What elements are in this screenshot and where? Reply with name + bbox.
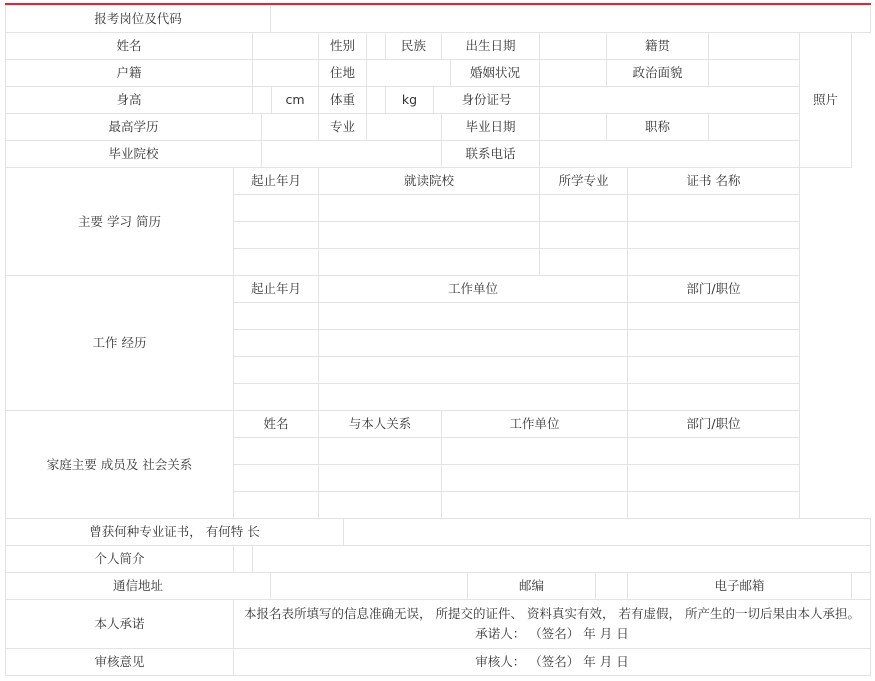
label-residence: 住地: [318, 59, 367, 87]
label-ethnicity: 民族: [385, 32, 442, 60]
work-cell[interactable]: [318, 383, 628, 411]
study-header-major: 所学专业: [539, 167, 628, 195]
work-header-period: 起止年月: [233, 275, 319, 303]
study-header-period: 起止年月: [233, 167, 319, 195]
study-cell[interactable]: [233, 248, 319, 276]
study-cell[interactable]: [318, 194, 540, 222]
label-school: 毕业院校: [5, 140, 262, 168]
family-section-label: 家庭主要 成员及 社会关系: [5, 410, 234, 519]
family-cell[interactable]: [318, 464, 442, 492]
study-cell[interactable]: [318, 248, 540, 276]
study-section-label: 主要 学习 简历: [5, 167, 234, 276]
work-cell[interactable]: [233, 356, 319, 384]
family-header-name: 姓名: [233, 410, 319, 438]
input-intro-small[interactable]: [233, 545, 253, 573]
input-intro[interactable]: [252, 545, 871, 573]
pledge-text: 本报名表所填写的信息准确无误， 所提交的证件、 资料真实有效， 若有虚假， 所产生的一切后果由本人承担。 承诺人： （签名） 年 月 日: [233, 599, 871, 649]
family-cell[interactable]: [441, 464, 628, 492]
label-email: 电子邮箱: [627, 572, 852, 600]
work-cell[interactable]: [627, 302, 800, 330]
work-cell[interactable]: [233, 302, 319, 330]
family-header-relation: 与本人关系: [318, 410, 442, 438]
input-school[interactable]: [261, 140, 442, 168]
review-text: 审核人： （签名） 年 月 日: [233, 648, 871, 676]
family-cell[interactable]: [233, 491, 319, 519]
work-cell[interactable]: [318, 329, 628, 357]
work-cell[interactable]: [233, 329, 319, 357]
input-hukou[interactable]: [252, 59, 319, 87]
study-cell[interactable]: [318, 221, 540, 249]
label-address: 通信地址: [5, 572, 271, 600]
work-cell[interactable]: [627, 356, 800, 384]
family-cell[interactable]: [318, 491, 442, 519]
work-cell[interactable]: [627, 329, 800, 357]
study-cell[interactable]: [539, 248, 628, 276]
label-name: 姓名: [5, 32, 253, 60]
label-postcode: 邮编: [467, 572, 596, 600]
family-cell[interactable]: [441, 491, 628, 519]
work-cell[interactable]: [627, 383, 800, 411]
study-cell[interactable]: [627, 194, 800, 222]
label-graduation-date: 毕业日期: [441, 113, 540, 141]
study-cell[interactable]: [627, 248, 800, 276]
work-header-dept: 部门/职位: [627, 275, 800, 303]
label-political-status: 政治面貌: [606, 59, 709, 87]
family-cell[interactable]: [627, 437, 800, 465]
label-major: 专业: [318, 113, 367, 141]
family-cell[interactable]: [627, 491, 800, 519]
label-hukou: 户籍: [5, 59, 253, 87]
study-cell[interactable]: [539, 194, 628, 222]
label-phone: 联系电话: [441, 140, 540, 168]
work-cell[interactable]: [233, 383, 319, 411]
work-cell[interactable]: [318, 302, 628, 330]
label-weight: 体重: [318, 86, 367, 114]
photo-box[interactable]: 照片: [799, 32, 852, 168]
input-address[interactable]: [270, 572, 468, 600]
label-pledge: 本人承诺: [5, 599, 234, 649]
label-height: 身高: [5, 86, 253, 114]
work-cell[interactable]: [318, 356, 628, 384]
input-major[interactable]: [366, 113, 442, 141]
input-id-number[interactable]: [539, 86, 800, 114]
input-residence[interactable]: [366, 59, 451, 87]
family-cell[interactable]: [233, 464, 319, 492]
label-id-number: 身份证号: [433, 86, 540, 114]
study-cell[interactable]: [233, 194, 319, 222]
family-cell[interactable]: [441, 437, 628, 465]
input-birth-date[interactable]: [539, 32, 607, 60]
label-title: 职称: [606, 113, 709, 141]
input-marital-status[interactable]: [539, 59, 607, 87]
input-education[interactable]: [261, 113, 319, 141]
family-header-dept: 部门/职位: [627, 410, 800, 438]
label-position: 报考岗位及代码: [5, 5, 271, 33]
label-gender: 性别: [318, 32, 367, 60]
unit-cm: cm: [271, 86, 319, 114]
study-header-school: 就读院校: [318, 167, 540, 195]
input-gender[interactable]: [366, 32, 386, 60]
input-height[interactable]: [252, 86, 272, 114]
label-certificates: 曾获何种专业证书， 有何特 长: [5, 518, 344, 546]
input-political-status[interactable]: [708, 59, 800, 87]
unit-kg: kg: [385, 86, 434, 114]
input-postcode[interactable]: [595, 572, 628, 600]
label-review: 审核意见: [5, 648, 234, 676]
study-cell[interactable]: [233, 221, 319, 249]
input-name[interactable]: [252, 32, 319, 60]
family-cell[interactable]: [233, 437, 319, 465]
input-certificates[interactable]: [343, 518, 871, 546]
work-section-label: 工作 经历: [5, 275, 234, 411]
input-graduation-date[interactable]: [539, 113, 607, 141]
family-cell[interactable]: [318, 437, 442, 465]
label-birth-date: 出生日期: [441, 32, 540, 60]
input-position[interactable]: [270, 5, 871, 33]
study-cell[interactable]: [539, 221, 628, 249]
study-cell[interactable]: [627, 221, 800, 249]
input-weight[interactable]: [366, 86, 386, 114]
input-phone[interactable]: [539, 140, 800, 168]
label-origin: 籍贯: [606, 32, 709, 60]
label-education: 最高学历: [5, 113, 262, 141]
input-email[interactable]: [851, 572, 871, 600]
family-header-unit: 工作单位: [441, 410, 628, 438]
label-marital-status: 婚姻状况: [450, 59, 540, 87]
work-header-unit: 工作单位: [318, 275, 628, 303]
input-origin[interactable]: [708, 32, 800, 60]
label-intro: 个人简介: [5, 545, 234, 573]
input-title[interactable]: [708, 113, 800, 141]
study-header-certificate: 证书 名称: [627, 167, 800, 195]
family-cell[interactable]: [627, 464, 800, 492]
